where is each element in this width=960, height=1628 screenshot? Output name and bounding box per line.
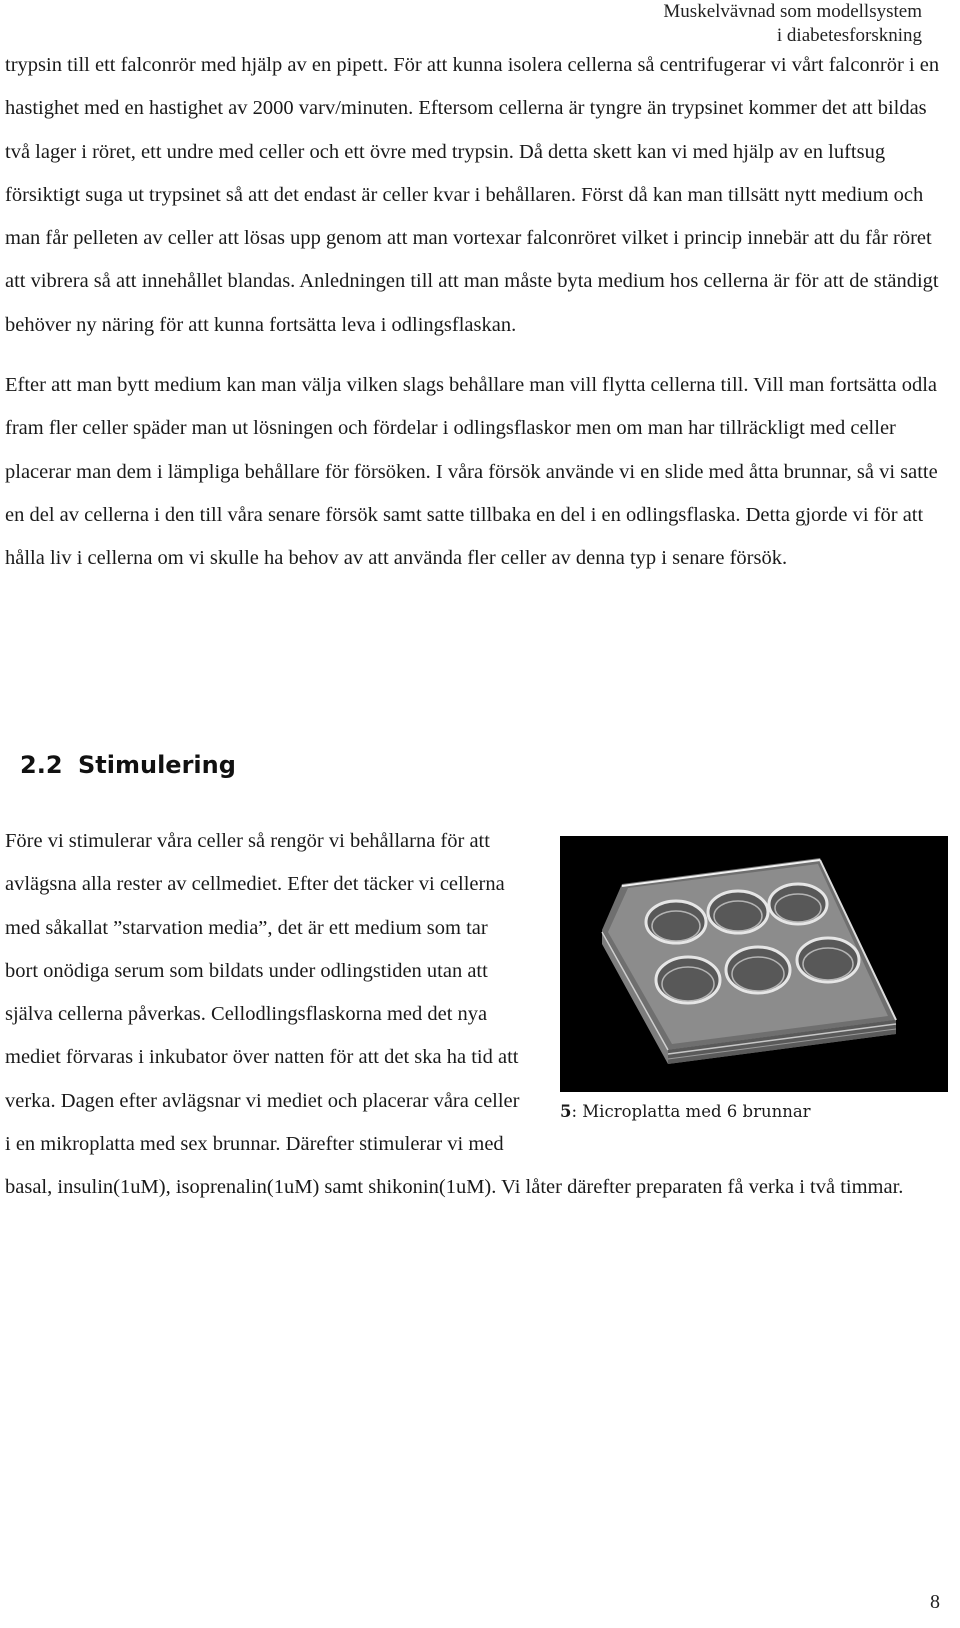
- page-number: 8: [930, 1591, 940, 1613]
- figure-caption: [560, 1102, 948, 1121]
- figure: [560, 836, 948, 1121]
- paragraph-1: trypsin till ett falconrör med hjälp av en pipett. För att kunna isolera cellerna så centrifugerar vi vårt falconrör i en hastighet med en hastighet av 2000 varv/minuten. Eftersom cellerna är tyngre än trypsinet kommer det att bildas två lager i röret, ett undre med celler och ett övre med trypsin. Då detta skett kan vi med hjälp av en luftsug försiktigt suga ut trypsinet så att det endast är celler kvar i behållaren. Först då kan man tillsätt nytt medium och man får pelleten av celler att lösas upp genom att man vortexar falconröret vilket i princip innebär att du får röret att vibrera så att innehållet blandas. Anledningen till att man måste byta medium hos cellerna är för att de ständigt behöver ny näring för att kunna fortsätta leva i odlingsflaskan.: [5, 54, 940, 336]
- section-title: Stimulering: [78, 751, 236, 779]
- microplate-photo-icon: [560, 836, 948, 1092]
- paragraph-2: Efter att man bytt medium kan man välja vilken slags behållare man vill flytta cellerna till. Vill man fortsätta odla fram fler celler späder man ut lösningen och fördelar i odlingsflaskor men om man har tillräckligt med celler placerar man dem i lämpliga behållare för försöken. I våra försök använde vi en slide med åtta brunnar, så vi satte en del av cellerna i den till våra senare försök samt satte tillbaka en del i en odlingsflaska. Detta gjorde vi för att hålla liv i cellerna om vi skulle ha behov av att använda fler celler av denna typ i senare försök.: [5, 374, 938, 570]
- paragraph-spacer: [5, 347, 945, 364]
- section-number: 2.2: [20, 751, 63, 779]
- figure-number: 5: [560, 1102, 572, 1121]
- header-line-1: Muskelvävnad som modellsystem: [663, 1, 922, 22]
- header-line-2: i diabetesforskning: [776, 25, 922, 46]
- running-header: [663, 0, 922, 48]
- section-heading: [20, 751, 236, 779]
- section-paragraph-text: Före vi stimulerar våra celler så rengör vi behållarna för att avlägsna alla rester av cellmediet. Efter det täcker vi cellerna med såkallat ”starvation media”, det är ett medium som tar bort onödiga serum som bildats under odlingstiden utan att själva cellerna påverkas. Cellodlingsflaskorna med det nya mediet förvaras i inkubator över natten för att det ska ha tid att verka. Dagen efter avlägsnar vi mediet och placerar våra celler i en mikroplatta med sex brunnar. Därefter stimulerar vi med basal, insulin(1uM), isoprenalin(1uM) samt shikonin(1uM). Vi låter därefter preparaten få verka i två timmar.: [5, 830, 904, 1199]
- figure-caption-text: : Microplatta med 6 brunnar: [571, 1102, 811, 1121]
- body-text: [5, 44, 945, 581]
